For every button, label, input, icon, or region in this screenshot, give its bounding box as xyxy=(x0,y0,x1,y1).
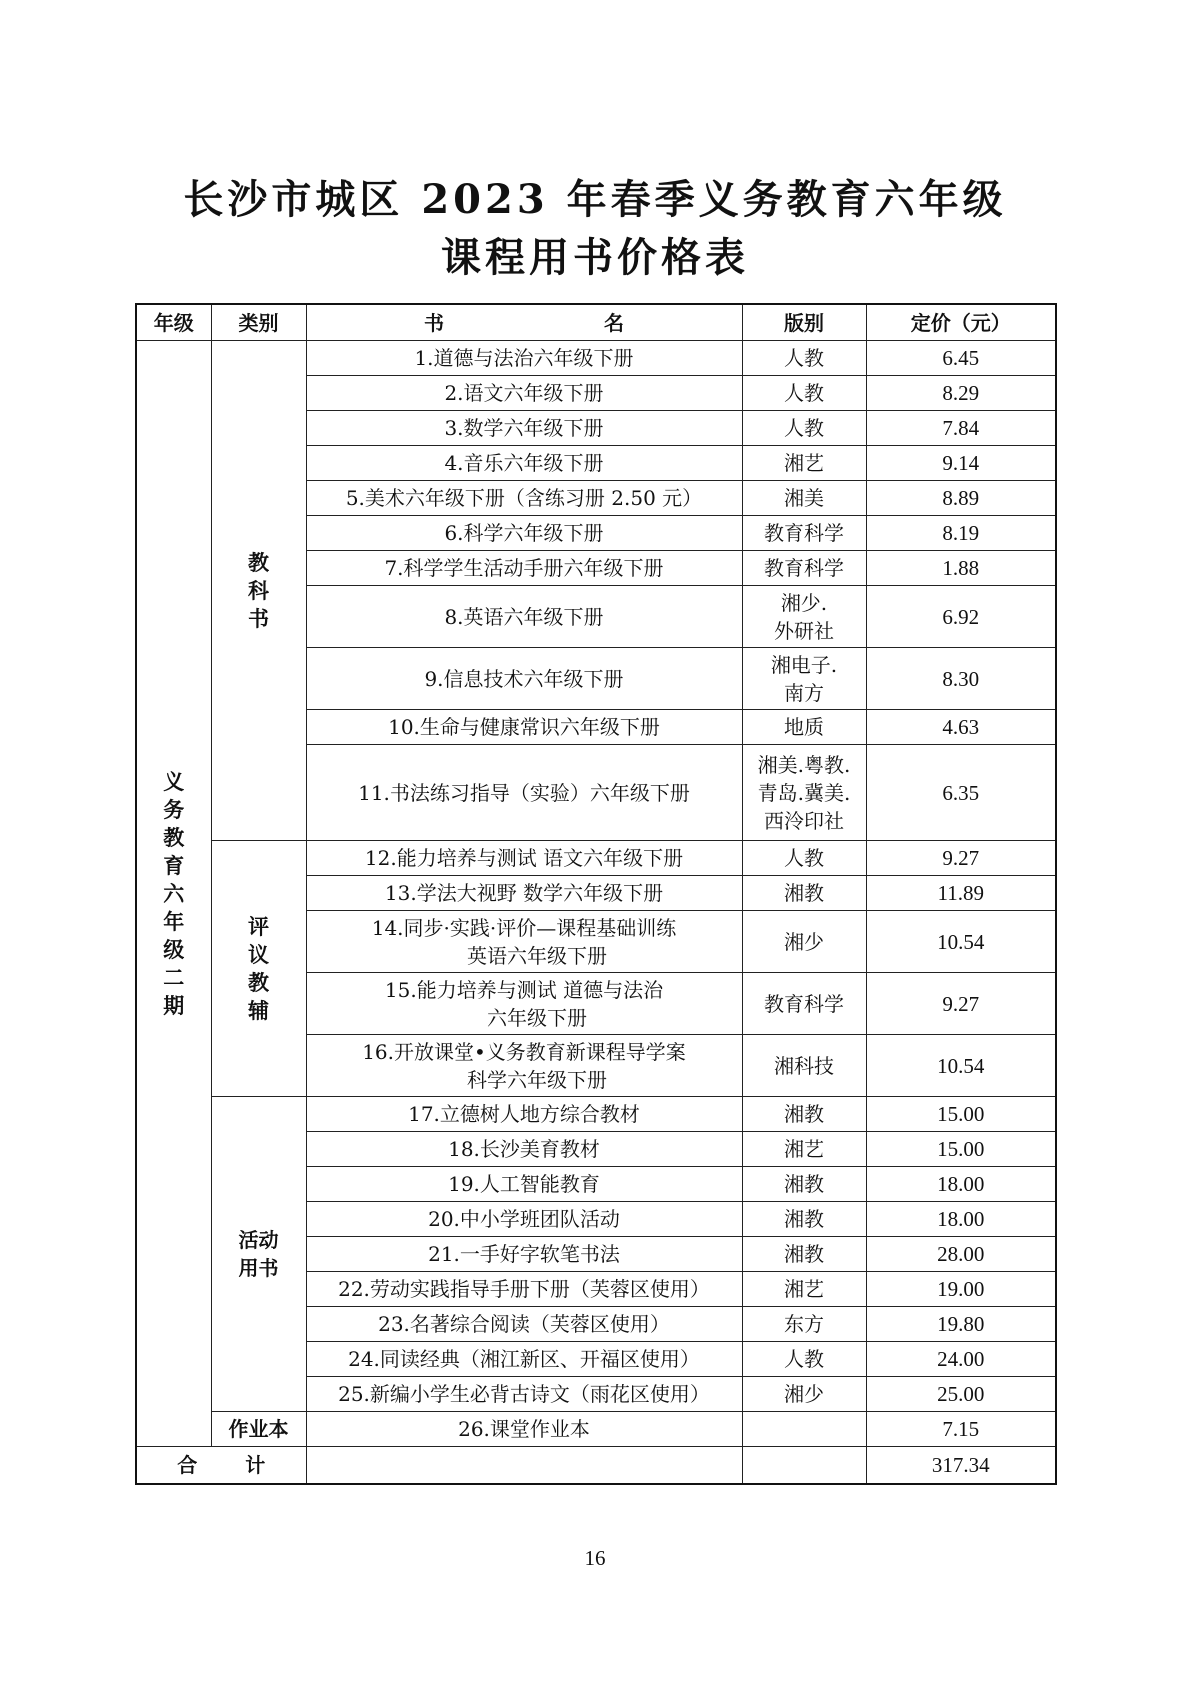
book-name: 16.开放课堂•义务教育新课程导学案 科学六年级下册 xyxy=(306,1035,742,1097)
book-edition: 教育科学 xyxy=(742,516,866,551)
book-edition: 人教 xyxy=(742,841,866,876)
book-price: 11.89 xyxy=(866,876,1056,911)
book-name: 2.语文六年级下册 xyxy=(306,376,742,411)
book-price: 15.00 xyxy=(866,1097,1056,1132)
book-price: 9.27 xyxy=(866,973,1056,1035)
book-name: 24.同读经典（湘江新区、开福区使用） xyxy=(306,1342,742,1377)
book-name: 8.英语六年级下册 xyxy=(306,586,742,648)
header-grade: 年级 xyxy=(136,304,211,341)
book-edition: 湘美 xyxy=(742,481,866,516)
book-name: 10.生命与健康常识六年级下册 xyxy=(306,710,742,745)
book-name: 3.数学六年级下册 xyxy=(306,411,742,446)
book-edition: 湘教 xyxy=(742,1167,866,1202)
book-price: 6.92 xyxy=(866,586,1056,648)
book-price: 10.54 xyxy=(866,911,1056,973)
book-price: 7.15 xyxy=(866,1412,1056,1447)
book-price: 25.00 xyxy=(866,1377,1056,1412)
book-name: 14.同步·实践·评价—课程基础训练 英语六年级下册 xyxy=(306,911,742,973)
book-price: 19.80 xyxy=(866,1307,1056,1342)
book-price: 8.29 xyxy=(866,376,1056,411)
book-edition xyxy=(742,1412,866,1447)
book-price: 15.00 xyxy=(866,1132,1056,1167)
book-price: 8.30 xyxy=(866,648,1056,710)
book-edition: 湘艺 xyxy=(742,1132,866,1167)
table-row xyxy=(136,1097,1056,1132)
book-edition: 湘教 xyxy=(742,1202,866,1237)
book-price: 1.88 xyxy=(866,551,1056,586)
book-name: 7.科学学生活动手册六年级下册 xyxy=(306,551,742,586)
book-name: 23.名著综合阅读（芙蓉区使用） xyxy=(306,1307,742,1342)
book-name: 17.立德树人地方综合教材 xyxy=(306,1097,742,1132)
book-name: 26.课堂作业本 xyxy=(306,1412,742,1447)
book-price: 10.54 xyxy=(866,1035,1056,1097)
header-book-name: 书 名 xyxy=(306,304,742,341)
book-price: 4.63 xyxy=(866,710,1056,745)
category-activity: 活动 用书 xyxy=(211,1097,306,1412)
book-name: 15.能力培养与测试 道德与法治 六年级下册 xyxy=(306,973,742,1035)
grade-cell: 义 务 教 育 六 年 级 二 期 xyxy=(136,341,211,1447)
book-price: 8.19 xyxy=(866,516,1056,551)
book-edition: 教育科学 xyxy=(742,973,866,1035)
page-title: 长沙市城区 2023 年春季义务教育六年级 xyxy=(183,176,1007,223)
book-edition: 人教 xyxy=(742,341,866,376)
book-edition: 湘艺 xyxy=(742,1272,866,1307)
table-row xyxy=(136,841,1056,876)
book-name: 12.能力培养与测试 语文六年级下册 xyxy=(306,841,742,876)
book-edition: 湘科技 xyxy=(742,1035,866,1097)
book-name: 11.书法练习指导（实验）六年级下册 xyxy=(306,745,742,841)
book-edition: 教育科学 xyxy=(742,551,866,586)
book-edition: 湘少 xyxy=(742,1377,866,1412)
book-name: 21.一手好字软笔书法 xyxy=(306,1237,742,1272)
book-edition: 人教 xyxy=(742,376,866,411)
book-price: 7.84 xyxy=(866,411,1056,446)
book-price: 19.00 xyxy=(866,1272,1056,1307)
total-edition-blank xyxy=(742,1447,866,1485)
book-name: 5.美术六年级下册（含练习册 2.50 元） xyxy=(306,481,742,516)
header-price: 定价（元） xyxy=(866,304,1056,341)
book-name: 19.人工智能教育 xyxy=(306,1167,742,1202)
book-price: 28.00 xyxy=(866,1237,1056,1272)
book-price: 18.00 xyxy=(866,1167,1056,1202)
book-price: 9.14 xyxy=(866,446,1056,481)
book-price: 9.27 xyxy=(866,841,1056,876)
page-number: 16 xyxy=(584,1546,606,1570)
category-review: 评 议 教 辅 xyxy=(211,841,306,1097)
book-price: 6.35 xyxy=(866,745,1056,841)
book-name: 13.学法大视野 数学六年级下册 xyxy=(306,876,742,911)
header-category: 类别 xyxy=(211,304,306,341)
total-price: 317.34 xyxy=(866,1447,1056,1485)
book-name: 22.劳动实践指导手册下册（芙蓉区使用） xyxy=(306,1272,742,1307)
book-edition: 地质 xyxy=(742,710,866,745)
total-row xyxy=(136,1447,1056,1485)
price-table xyxy=(135,303,1057,1485)
category-homework: 作业本 xyxy=(211,1412,306,1447)
book-price: 18.00 xyxy=(866,1202,1056,1237)
total-label: 合 计 xyxy=(136,1447,306,1485)
book-price: 24.00 xyxy=(866,1342,1056,1377)
book-edition: 湘教 xyxy=(742,1237,866,1272)
book-name: 18.长沙美育教材 xyxy=(306,1132,742,1167)
book-edition: 人教 xyxy=(742,411,866,446)
book-name: 20.中小学班团队活动 xyxy=(306,1202,742,1237)
book-name: 25.新编小学生必背古诗文（雨花区使用） xyxy=(306,1377,742,1412)
book-price: 6.45 xyxy=(866,341,1056,376)
book-edition: 人教 xyxy=(742,1342,866,1377)
header-edition: 版别 xyxy=(742,304,866,341)
book-price: 8.89 xyxy=(866,481,1056,516)
book-name: 4.音乐六年级下册 xyxy=(306,446,742,481)
book-edition: 湘少 xyxy=(742,911,866,973)
book-name: 6.科学六年级下册 xyxy=(306,516,742,551)
table-row xyxy=(136,1412,1056,1447)
total-name-blank xyxy=(306,1447,742,1485)
book-edition: 湘艺 xyxy=(742,446,866,481)
book-name: 1.道德与法治六年级下册 xyxy=(306,341,742,376)
table-header-row xyxy=(136,304,1056,341)
book-edition: 湘电子. 南方 xyxy=(742,648,866,710)
book-name: 9.信息技术六年级下册 xyxy=(306,648,742,710)
book-edition: 湘教 xyxy=(742,876,866,911)
book-edition: 湘教 xyxy=(742,1097,866,1132)
book-edition: 湘美.粤教. 青岛.冀美. 西泠印社 xyxy=(742,745,866,841)
book-edition: 东方 xyxy=(742,1307,866,1342)
book-edition: 湘少. 外研社 xyxy=(742,586,866,648)
table-row xyxy=(136,341,1056,376)
page-subtitle: 课程用书价格表 xyxy=(441,234,749,281)
category-textbook: 教 科 书 xyxy=(211,341,306,841)
